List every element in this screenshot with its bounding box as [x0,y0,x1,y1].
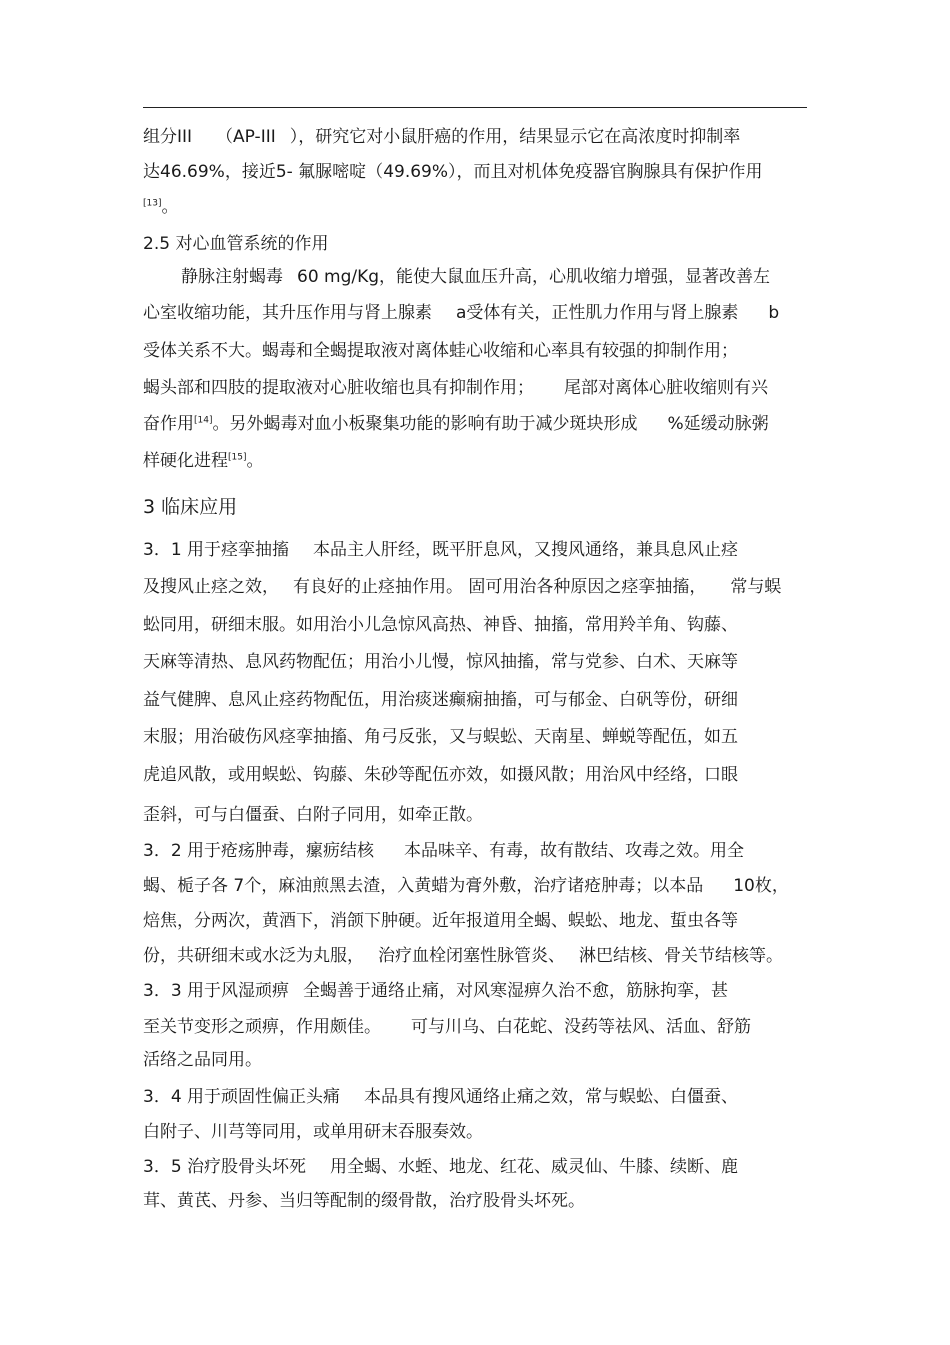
text-line: [13]。 [143,197,179,217]
text-line: 末服；用治破伤风痉挛抽搐、角弓反张，又与蜈蚣、天南星、蝉蜕等配伍，如五 [143,727,738,747]
text-line: 益气健脾、息风止痉药物配伍，用治痰迷癫痫抽搐，可与郁金、白矾等份，研细 [143,690,738,710]
text-line: 组分III （AP-III ），研究它对小鼠肝癌的作用，结果显示它在高浓度时抑制率 [143,127,741,147]
text-line: 3．3 用于风湿顽痹 全蝎善于通络止痛，对风寒湿痹久治不愈，筋脉拘挛，甚 [143,981,729,1001]
text-line: 白附子、川芎等同用，或单用研末吞服奏效。 [143,1122,483,1142]
text-line: 天麻等清热、息风药物配伍；用治小儿慢，惊风抽搐，常与党参、白术、天麻等 [143,652,738,672]
header-rule [143,107,807,108]
text-line: 份，共研细末或水泛为丸服， 治疗血栓闭塞性脉管炎、 淋巴结核、骨关节结核等。 [143,946,783,966]
text-line: 茸、黄芪、丹参、当归等配制的缀骨散，治疗股骨头坏死。 [143,1191,585,1211]
section-heading-2-5: 2.5 对心血管系统的作用 [143,234,329,254]
text-line: 至关节变形之顽痹，作用颇佳。 可与川乌、白花蛇、没药等祛风、活血、舒筋 [143,1017,751,1037]
citation-15: [15] [228,452,247,463]
text-line: 蚣同用，研细末服。如用治小儿急惊风高热、神昏、抽搐，常用羚羊角、钩藤、 [143,615,738,635]
text-line: 3．5 治疗股骨头坏死 用全蝎、水蛭、地龙、红花、威灵仙、牛膝、续断、鹿 [143,1157,739,1177]
text-line: 奋作用[14]。另外蝎毒对血小板聚集功能的影响有助于减少斑块形成 %延缓动脉粥 [143,414,769,434]
text-line: 3．1 用于痉挛抽搐 本品主人肝经，既平肝息风，又搜风通络，兼具息风止痉 [143,540,739,560]
text-line: 蝎头部和四肢的提取液对心脏收缩也具有抑制作用； 尾部对离体心脏收缩则有兴 [143,378,768,398]
text-line: 心室收缩功能，其升压作用与肾上腺素 a受体有关，正性肌力作用与肾上腺素 b [143,303,780,323]
text-line: 歪斜，可与白僵蚕、白附子同用，如牵正散。 [143,805,483,825]
text-line: 样硬化进程[15]。 [143,451,264,471]
citation-13: [13] [143,198,162,209]
text-line: 虎追风散，或用蜈蚣、钩藤、朱砂等配伍亦效，如摄风散；用治风中经络，口眼 [143,765,738,785]
text-line: 静脉注射蝎毒 60 mg/Kg，能使大鼠血压升高，心肌收缩力增强，显著改善左 [181,267,771,287]
section-heading-3: 3 临床应用 [143,496,238,518]
text-line: 活络之品同用。 [143,1050,262,1070]
text-line: 达46.69%，接近5- 氟脲嘧啶（49.69%），而且对机体免疫器官胸腺具有保护作用 [143,162,763,182]
text-line: 焙焦，分两次，黄酒下，消颌下肿硬。近年报道用全蝎、蜈蚣、地龙、蜇虫各等 [143,911,738,931]
text-line: 蝎、栀子各 7个，麻油煎黑去渣，入黄蜡为膏外敷，治疗诸疮肿毒；以本品 10枚， [143,876,789,896]
text-line: 3．4 用于顽固性偏正头痛 本品具有搜风通络止痛之效，常与蜈蚣、白僵蚕、 [143,1087,739,1107]
citation-14: [14] [194,415,213,426]
text-line: 受体关系不大。蝎毒和全蝎提取液对离体蛙心收缩和心率具有较强的抑制作用； [143,341,738,361]
text-line: 3．2 用于疮疡肿毒，瘰疬结核 本品味辛、有毒，故有散结、攻毒之效。用全 [143,841,745,861]
text-line: 及搜风止痉之效， 有良好的止痉抽作用。 固可用治各种原因之痉挛抽搐， 常与蜈 [143,577,782,597]
